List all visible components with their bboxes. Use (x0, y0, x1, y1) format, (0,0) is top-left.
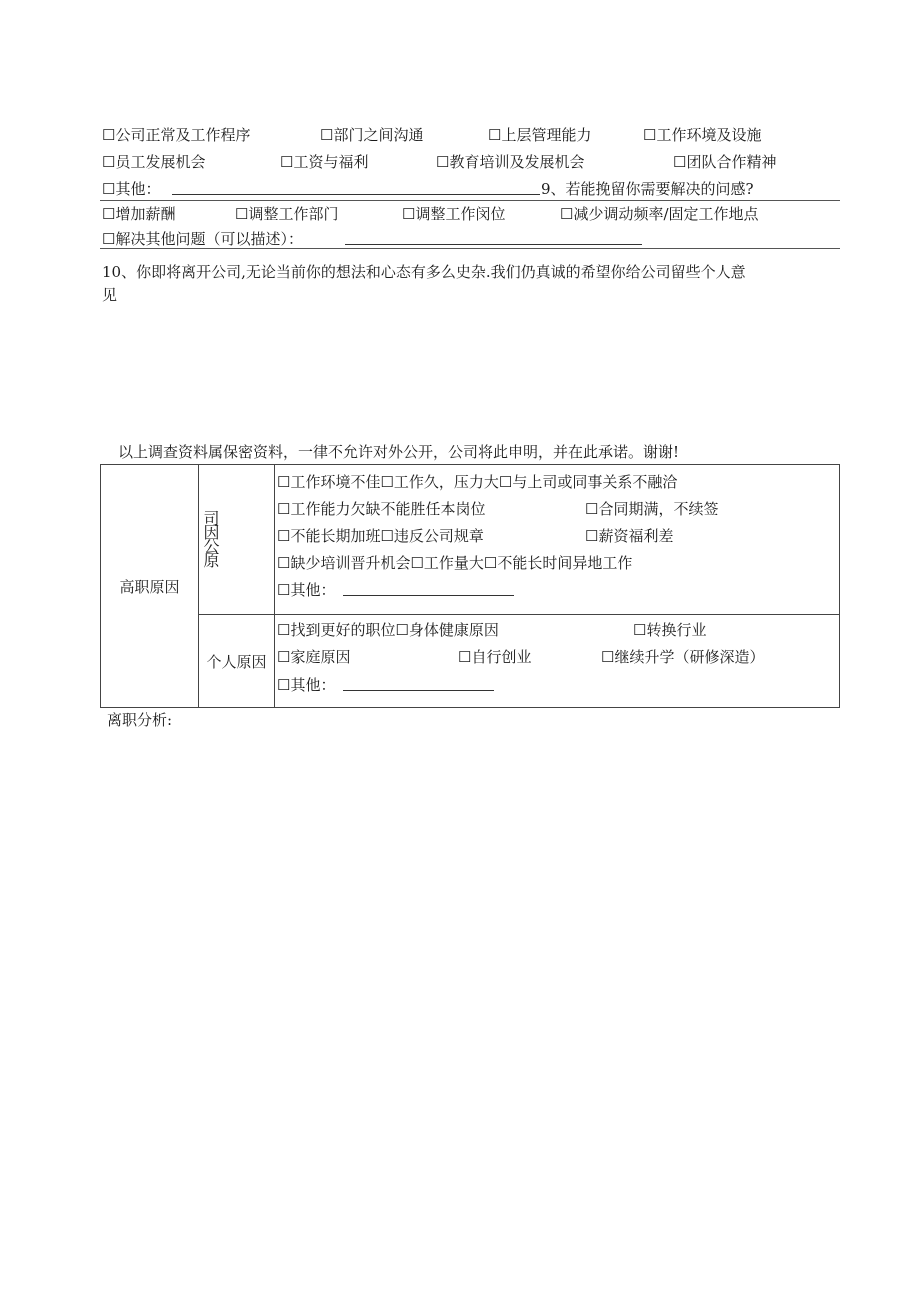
company-option-row[interactable]: ☐工作环境不佳☐工作久，压力大☐与上司或同事关系不融洽 (277, 473, 678, 491)
company-option-ability[interactable]: ☐工作能力欠缺不能胜任本岗位 (277, 500, 486, 518)
personal-option-startup[interactable]: ☐自行创业 (458, 648, 532, 666)
main-label-cell (101, 465, 199, 708)
question-10-line1: 10、你即将离开公司,无论当前你的想法和心态有多么史杂.我们仍真诚的希望你给公司留些个人意 (102, 263, 746, 281)
option-company-procedure[interactable]: ☐公司正常及工作程序 (102, 126, 251, 144)
option-raise-salary[interactable]: ☐增加薪酬 (102, 205, 176, 223)
question-10-line2: 见 (102, 286, 118, 304)
main-label: 高职原因 (119, 577, 180, 596)
question-9: 9、若能挽留你需要解决的问感? (541, 180, 754, 198)
other-input-line[interactable] (172, 180, 540, 195)
option-other[interactable]: ☐其他： (102, 180, 161, 198)
option-training[interactable]: ☐教育培训及发展机会 (436, 153, 585, 171)
option-other-problems[interactable]: ☐解决其他问题（可以描述）： (102, 230, 303, 248)
personal-label-cell (199, 615, 275, 708)
company-reason-label: 司因公原 (201, 509, 220, 566)
company-label-cell (199, 465, 275, 615)
company-options-cell (275, 465, 840, 615)
company-option-overtime[interactable]: ☐不能长期加班☐违反公司规章 (277, 527, 484, 545)
analysis-label: 离职分析: (107, 711, 173, 729)
divider (100, 248, 840, 249)
option-change-department[interactable]: ☐调整工作部门 (235, 205, 339, 223)
personal-option-better-job[interactable]: ☐找到更好的职位☐身体健康原因 (277, 621, 499, 639)
personal-option-other[interactable]: ☐其他： (277, 676, 336, 694)
company-option-pay[interactable]: ☐薪资福利差 (585, 527, 674, 545)
option-department-communication[interactable]: ☐部门之间沟通 (320, 126, 424, 144)
divider (100, 200, 840, 201)
resignation-reasons-table (100, 464, 840, 708)
company-other-input-line[interactable] (343, 581, 514, 596)
option-management-ability[interactable]: ☐上层管理能力 (488, 126, 592, 144)
personal-option-family[interactable]: ☐家庭原因 (277, 648, 351, 666)
company-option-other[interactable]: ☐其他： (277, 581, 336, 599)
option-change-position[interactable]: ☐调整工作闵位 (402, 205, 506, 223)
option-fixed-location[interactable]: ☐减少调动频率/固定工作地点 (560, 205, 759, 223)
option-development-opportunity[interactable]: ☐员工发展机会 (102, 153, 206, 171)
company-option-contract[interactable]: ☐合同期满，不续签 (585, 500, 719, 518)
other-problems-input-line[interactable] (345, 230, 642, 245)
confidential-note: 以上调查资料属保密资料，一律不允许对外公开，公司将此申明，并在此承诺。谢谢! (118, 443, 680, 461)
personal-option-further-study[interactable]: ☐继续升学（研修深造） (601, 648, 765, 666)
option-salary-benefits[interactable]: ☐工资与福利 (280, 153, 369, 171)
option-work-environment[interactable]: ☐工作环境及设施 (643, 126, 762, 144)
personal-options-cell (275, 615, 840, 708)
option-teamwork[interactable]: ☐团队合作精神 (673, 153, 777, 171)
personal-option-change-industry[interactable]: ☐转换行业 (633, 621, 707, 639)
personal-other-input-line[interactable] (343, 676, 494, 691)
company-option-training[interactable]: ☐缺少培训晋升机会☐工作量大☐不能长时间异地工作 (277, 554, 633, 572)
personal-reason-label: 个人原因 (206, 652, 267, 671)
